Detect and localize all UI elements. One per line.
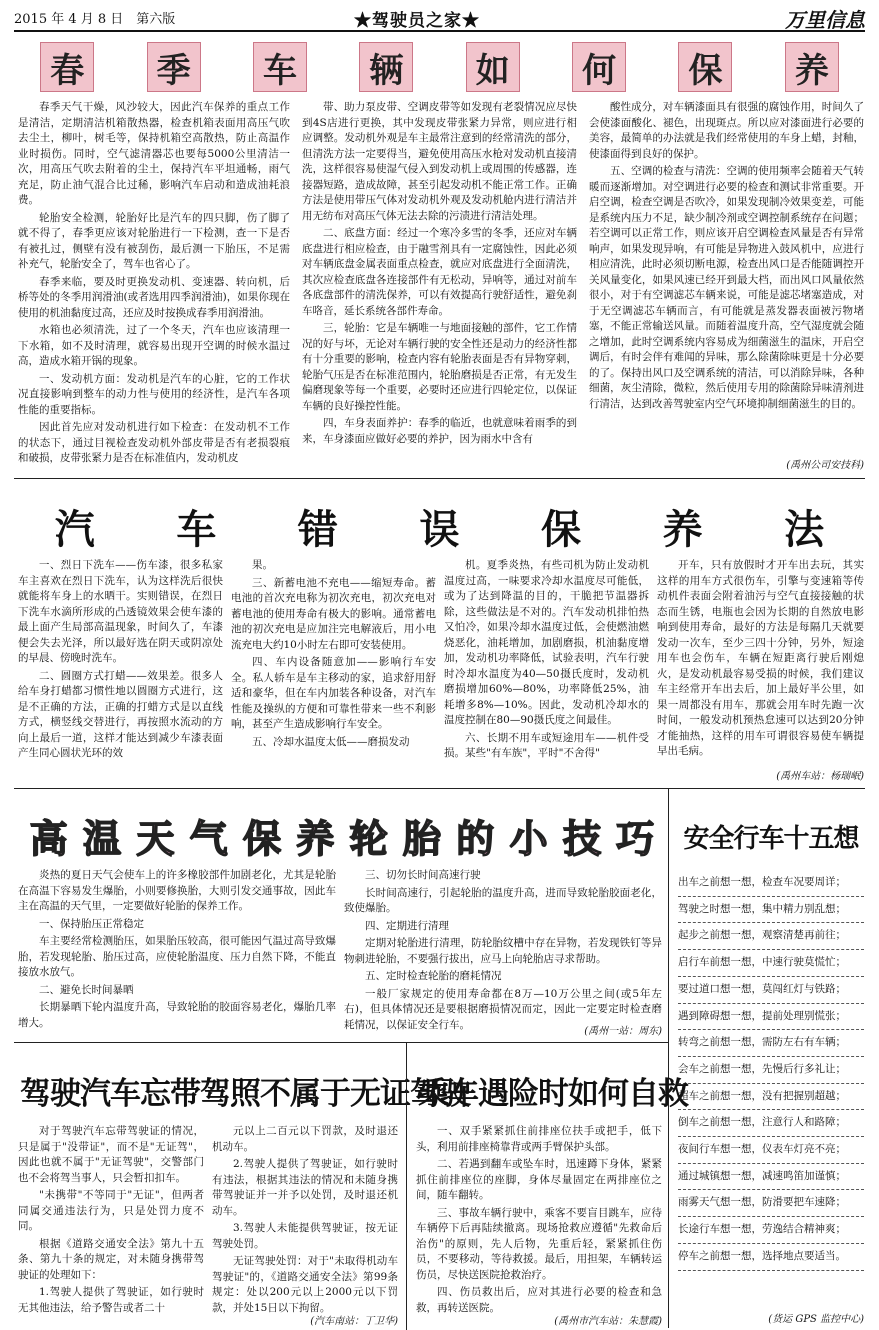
- paragraph: 二、圆圈方式打蜡——效果差。很多人给车身打蜡都习惯性地以圆圈方式进行，这是不正确的方法，正确的打蜡方式是以直线方式，横竖线交替进行，再按照水流动的方向上最后一道，这样才能达到减少车漆表面产生同心圆状光环的效: [18, 669, 223, 759]
- page-header: [14, 4, 865, 32]
- title-char: 错: [297, 507, 338, 553]
- paragraph: 炎热的夏日天气会使车上的许多橡胶部件加剧老化，尤其是轮胎在高温下容易发生爆胎，小则要修换胎，大则引发交通事故，因此车主在高温的天气里，一定要做好轮胎的保养工作。: [18, 869, 336, 912]
- paragraph: 一、发动机方面：发动机是汽车的心脏，它的工作状况直接影响到整车的动力性与使用的经济性，是汽车各项性能的重要指标。: [18, 372, 290, 416]
- paragraph: 二、若遇到翻车或坠车时，迅速蹲下身体，紧紧抓住前排座位的座脚，身体尽量固定在两排座位之间，随车翻转。: [416, 1158, 662, 1201]
- paragraph: 果。: [252, 559, 273, 571]
- divider: [14, 1042, 668, 1043]
- title-char: 小: [509, 817, 548, 861]
- section-title: ★驾驶员之家★: [354, 11, 480, 31]
- title-char: 辆: [359, 42, 413, 92]
- title-char: 温: [82, 817, 121, 861]
- title-char: 养: [296, 817, 335, 861]
- paragraph: 一、保持胎压正常稳定: [39, 917, 144, 930]
- paragraph: 三，轮胎：它是车辆唯一与地面接触的部件，它工作情况的好与坏，无论对车辆行驶的安全性还是动力的经济性都有十分重要的影响，检查内容有轮胎表面是否有异物穿刺，轮胎气压是否在标准范围内，轮胎磨损是否正常，有无发生偏磨现象等每一个重要，必要时还应进行四轮定位，以保证车辆的良好操控性能。: [302, 322, 577, 412]
- article3-column-1: [18, 868, 336, 1038]
- paragraph: 春季天气干燥，风沙较大，因此汽车保养的重点工作是清洁，定期清洁机箱散热器，检查机箱表面用高压气吹去尘土，柳叶，树毛等，保持机箱空高散热，防止高温作业时损伤。同时，空气滤清器芯也要每5000公里清洁一次，用高压气吹去附着的尘土，保持汽车平坦通畅，雨气充足，防止油气混合比过稀，影响汽车启动和造成油耗浪费。: [18, 101, 290, 206]
- paragraph: 四、定期进行清理: [365, 919, 449, 932]
- article1-credit: (禹州公司安技科): [786, 460, 864, 471]
- paragraph: 六、长期不用车或短途用车——机件受损。某些"有车族"，平时"不舍得": [444, 731, 649, 759]
- paragraph: 无证驾驶处罚：对于"未取得机动车驾驶证"的，《道路交通安全法》第99条规定：处以200元以上2000元以下罚款，并处15日以下拘留。: [212, 1255, 398, 1314]
- article2-column-2: [231, 558, 436, 783]
- paragraph: 根据《道路交通安全法》第九十五条、第九十条的规定，对未随身携带驾驶证的处理如下：: [18, 1237, 204, 1281]
- paragraph: 1.驾驶人提供了驾驶证，如行驶时无其他违法，给予警告或者二十: [18, 1286, 204, 1314]
- paragraph: 长时间高速行，引起轮胎的温度升高，进而导致轮胎胶面老化，致使爆胎。: [344, 886, 662, 914]
- paragraph: 二、底盘方面：经过一个寒冷多雪的冬季，还应对车辆底盘进行相应检查，由于融雪剂具有一定腐蚀性，因此必须对车辆底盘金属表面重点检查，就应对底盘进行全面清洗，其次应检查底盘各连接部件有无松动，异响等，通过对前车各底盘部件的清洗保养，可以有效提高行驶舒适性，避免刹车咯音，延长系统各部件寿命。: [302, 227, 577, 317]
- article4-column-1: [18, 1124, 204, 1324]
- paragraph: 带、助力泵皮带、空调皮带等如发现有老裂情况应尽快到4S店进行更换，其中发现皮带张紧力异常，则应进行相应调整。发动机外观是车主最常注意到的经常清洗的部分，但清洗方法一定要得当，避免使用高压水枪对发动机直接清洗，这样很容易使湿气侵入到发动机上或周围的传感器，连接器短路，造成故障，甚至引起发动机不能正常工作。正确方法是使用带压气体对发动机外观及发动机舱内进行清洁并用无纺布对高压气体无法去除的污渍进行清洁处理。: [302, 101, 577, 222]
- paragraph: 一、烈日下洗车——伤车漆，很多私家车主喜欢在烈日下洗车，认为这样洗后很快就能将车身上的水晒干。实则错误，在烈日下洗车水滴所形成的凸透镜效果会使车漆的最上面产生局部高温现象，时间久了，车漆便会失去光泽，所以最好选在阴天或阴凉处的早晨、傍晚时洗车。: [18, 559, 223, 664]
- article2-credit: (禹州车站：杨瑞岷): [776, 771, 864, 782]
- title-char: 养: [785, 42, 839, 92]
- title-char: 保: [678, 42, 732, 92]
- article1-column-1: [18, 100, 290, 470]
- paragraph: 开车，只有放假时才开车出去玩，其实这样的用车方式很伤车，引擎与变速箱等传动机件表面会附着油污与空气直接接触的状态而生锈，电瓶也会因为长期的自然放电影响到使用寿命，最好的方法是每隔几天就要发动一次车，至少三四十分钟，另外，短途用车也会伤车，车辆在短距离行驶后刚熄火，是发动机最容易受损的时候，我们建议车主经常开车出去后，加上最好半公里，如果一周都没有用车，那就会用车时先跑一次时间，一般发动机预热怠速可以达到20分钟才能抽热，这样的用车可谓很容易使车辆提早出毛病。: [657, 559, 864, 757]
- paragraph: 一、双手紧紧抓住前排座位扶手或把手，低下头，利用前排座椅靠背或两手臂保护头部。: [416, 1125, 662, 1153]
- paragraph: 车主要经常检测胎压，如果胎压较高，很可能因气温过高导致爆胎，若发现轮胎、胎压过高，应使轮胎温度、压力自然下降，不能直接放水放气。: [18, 935, 336, 978]
- title-char: 胎: [402, 817, 441, 861]
- title-char: 保: [541, 507, 582, 553]
- paragraph: 对于驾驶汽车忘带驾驶证的情况，只是属于"没带证"，而不是"无证驾"，因此也就不属于"无证驾驶"，交警部门也不会将驾当事人，只会暂扣扣车。: [18, 1125, 204, 1184]
- paragraph: 定期对轮胎进行清理，防轮胎纹槽中存在异物，若发现铁钉等异物刺进轮胎，不要强行拔出，应马上向轮胎店寻求帮助。: [344, 937, 662, 965]
- paragraph: 3.驾驶人未能提供驾驶证，按无证驾驶处罚。: [212, 1222, 398, 1250]
- article2-column-1: [18, 558, 223, 783]
- title-char: 汽: [54, 507, 95, 553]
- list-item: 起步之前想一想，观察清楚再前往；: [678, 923, 864, 950]
- article5-column: [416, 1124, 662, 1314]
- title-char: 气: [189, 817, 228, 861]
- list-item: 启行车前想一想，中速行驶莫慌忙；: [678, 950, 864, 977]
- divider: [14, 478, 865, 479]
- article4-credit: (汽车南站：丁卫华): [310, 1316, 398, 1327]
- title-char: 车: [176, 507, 217, 553]
- title-char: 误: [419, 507, 460, 553]
- paragraph: 因此首先应对发动机进行如下检查：在发动机不工作的状态下，通过目视检查发动机外部皮带是否有老损裂痕和破损，皮带张紧力是否在标准值内，发动机皮: [18, 421, 290, 464]
- list-item: 驾驶之时想一想，集中精力别乱想；: [678, 897, 864, 924]
- sidebar-credit: (货运 GPS 监控中心): [768, 1314, 864, 1325]
- article2-column-4: [657, 558, 864, 763]
- title-char: 技: [562, 817, 601, 861]
- paragraph: 五、冷却水温度太低——磨损发动: [252, 735, 410, 748]
- divider: [406, 1042, 407, 1330]
- list-item: 停车之前想一想，选择地点要适当。: [678, 1244, 864, 1271]
- list-item: 转弯之前想一想，需防左右有车辆；: [678, 1030, 864, 1057]
- paragraph: "未携带"不等同于"无证"，但两者同属交通违法行为，只是处罚力度不同。: [18, 1189, 204, 1232]
- title-char: 春: [40, 42, 94, 92]
- sidebar-list: [678, 870, 864, 1271]
- article4-column-2: [212, 1124, 398, 1314]
- article3-column-2: [344, 868, 662, 1031]
- title-char: 如: [466, 42, 520, 92]
- title-char: 法: [784, 507, 825, 553]
- paragraph: 机。夏季炎热，有些司机为防止发动机温度过高，一味要求冷却水温度尽可能低，或为了达到降温的目的，干脆把节温器拆除，这些做法是不对的。汽车发动机排怕热又怕冷，如果冷却水温度过低，会使燃油燃烧恶化，油耗增加，加剧磨损，机油黏度增加，发动机功率降低，试验表明，汽车行驶时冷却水温度为40—50摄氏度时，发动机磨损增加60%—80%，功率降低25%，油耗增多8%—10%。因此，发动机冷却水的温度控制在80—90摄氏度之间最佳。: [444, 559, 649, 726]
- paragraph: 元以上二百元以下罚款，及时退还机动车。: [212, 1125, 398, 1153]
- title-char: 保: [242, 817, 281, 861]
- title-char: 高: [29, 817, 68, 861]
- title-char: 的: [456, 817, 495, 861]
- header-divider: [14, 30, 865, 32]
- title-char: 轮: [349, 817, 388, 861]
- paragraph: 四，车身表面养护：春季的临近，也就意味着雨季的到来，车身漆面应做好必要的养护，因为雨水中含有: [302, 417, 577, 445]
- article1-column-2: [302, 100, 577, 470]
- issue-date: 2015 年 4 月 8 日 第六版: [14, 12, 176, 27]
- title-char: 天: [136, 817, 175, 861]
- title-char: 车: [253, 42, 307, 92]
- article3-credit: (禹州一站：周东): [584, 1026, 662, 1037]
- article4-title: 驾驶汽车忘带驾照不属于无证驾驶: [20, 1076, 470, 1112]
- paragraph: 五、定时检查轮胎的磨耗情况: [365, 970, 502, 982]
- list-item: 长途行车想一想，劳逸结合精神爽；: [678, 1217, 864, 1244]
- title-char: 季: [147, 42, 201, 92]
- list-item: 雨雾天气想一想，防滑要把车速降；: [678, 1190, 864, 1217]
- article5-credit: (禹州市汽车站：朱慧霞): [554, 1316, 662, 1327]
- paragraph: 春季来临，要及时更换发动机、变速器、转向机，后桥等处的冬季用润滑油(或者选用四季润滑油)，如果你现在使用的机油黏度过高，还应及时按换成春季用润滑油。: [18, 275, 290, 319]
- list-item: 出车之前想一想，检查车况要周详；: [678, 870, 864, 897]
- article1-column-3: [589, 100, 864, 452]
- paragraph: 水箱也必须清洗，过了一个冬天，汽车也应该清理一下水箱，如不及时清理，就容易出现开空调的时候水温过高，造成水箱开锅的现象。: [18, 324, 290, 367]
- title-char: 何: [572, 42, 626, 92]
- paragraph: 三、事故车辆行驶中，乘客不要盲目跳车，应待车辆停下后再陆续撤离。现场抢救应遵循"先救命后治伤"的原则，先人后物，先重后轻，紧紧抓住伤员，不要移动，等待救援。最后，用担架，车辆转运伤员，尽快送医院抢救治疗。: [416, 1206, 662, 1281]
- sidebar-title: 安全行车十五想: [683, 824, 859, 854]
- paragraph: 长期暴晒下轮内温度升高，导致轮胎的胶面容易老化，爆胎几率增大。: [18, 1001, 336, 1029]
- paragraph: 五、空调的检查与清洗：空调的使用频率会随着天气转暖而逐渐增加。对空调进行必要的检查和测试非常重要。开启空调，检查空调是否吹冷，如果发现制冷效果变差，可能是系统内压力不足，缺少制冷剂或空调控制系统存在问题；若空调可以正常工作，则应该开启空调检查风量是否有异常响声，如果发现异响，有可能是异物进入鼓风机中，应进行相应清洗，此时必须切断电源，检查出风口是否能随调控开关风量变化，如果风速已经开到最大档，而出风口风量依然很小，对于有空调滤芯车辆来说，可能是滤芯堵塞造成，对于无空调滤芯车辆而言，有可能就是蒸发器表面被污物堵塞，不能正常输送风量。而随着温度升高，空气湿度就会随之增加，此时空调系统内容易成为细菌滋生的温床，开启空调后，有时会伴有难闻的异味，那么除菌除味更是十分必要的了。保持出风口及空调系统的清洁，可以消除异味，各种细菌，灰尘清除，微粒，然后使用专用的除菌除异味清剂进行清洁，达到改善驾驶室内空气环境抑制细菌滋生的目的。: [589, 165, 864, 410]
- article3-title: [22, 808, 662, 863]
- list-item: 会车之前想一想，先慢后行多礼让；: [678, 1057, 864, 1084]
- paragraph: 四、伤员救出后，应对其进行必要的检查和急救，再转送医院。: [416, 1286, 662, 1314]
- publication-logo: 万里信息: [785, 8, 865, 32]
- title-char: 巧: [616, 817, 655, 861]
- paragraph: 二、避免长时间暴晒: [39, 983, 134, 996]
- list-item: 通过城镇想一想，减速鸣笛加谨慎；: [678, 1164, 864, 1191]
- list-item: 遇到障碍想一想，提前处理别慌张；: [678, 1004, 864, 1031]
- sidebar-divider: [668, 788, 669, 1328]
- article2-title: [14, 498, 865, 555]
- article2-column-3: [444, 558, 649, 783]
- divider: [14, 788, 865, 789]
- paragraph: 三、新蓄电池不充电——缩短寿命。蓄电池的首次充电称为初次充电，初次充电对蓄电池的使用寿命有极大的影响。通常蓄电池的初次充电是应加注完电解液后，用小电流充电大约10小时左右即可安装使用。: [231, 576, 436, 651]
- article5-title: 乘车遇险时如何自救: [418, 1076, 688, 1112]
- list-item: 夜间行车想一想，仪表车灯亮不亮；: [678, 1137, 864, 1164]
- paragraph: 轮胎安全检测，轮胎好比是汽车的四只脚，伤了脚了就不得了，春季更应该对轮胎进行一下检测，查一下是否有被扎过，侧壁有没有被刮伤，最后测一下胎压，不足需补充气，轮胎安全了，驾车也省心了。: [18, 211, 290, 270]
- paragraph: 酸性成分，对车辆漆面具有很强的腐蚀作用，时间久了会使漆面酸化、褪色，出现斑点。所以应对漆面进行必要的美容，最简单的办法就是我们经常使用的车身上蜡，封釉，使漆面得到良好的保护。: [589, 101, 864, 160]
- article1-title: [14, 42, 865, 94]
- paragraph: 2.驾驶人提供了驾驶证，如行驶时有违法，根据其违法的情况和未随身携带驾驶证并一并予以处罚，及时退还机动车。: [212, 1158, 398, 1217]
- list-item: 要过道口想一想，莫闯红灯与铁路；: [678, 977, 864, 1004]
- paragraph: 一般厂家规定的使用寿命都在8万—10万公里之间(或5年左右)，但具体情况还是要根据磨损情况而定，因此一定要定时检查磨耗情况，以保证安全行车。: [344, 987, 662, 1031]
- paragraph: 三、切勿长时间高速行驶: [365, 869, 481, 881]
- list-item: 倒车之前想一想，注意行人和路障；: [678, 1110, 864, 1137]
- list-item: 超车之前想一想，没有把握别超越；: [678, 1084, 864, 1111]
- paragraph: 四、车内设备随意加——影响行车安全。私人轿车是车主移动的家，追求舒用舒适和豪华，但在车内加装各种设备，对汽车性能及操纵的方便和可靠性带来一些不利影响，甚至产生造成影响行车安全。: [231, 656, 436, 730]
- title-char: 养: [662, 507, 703, 553]
